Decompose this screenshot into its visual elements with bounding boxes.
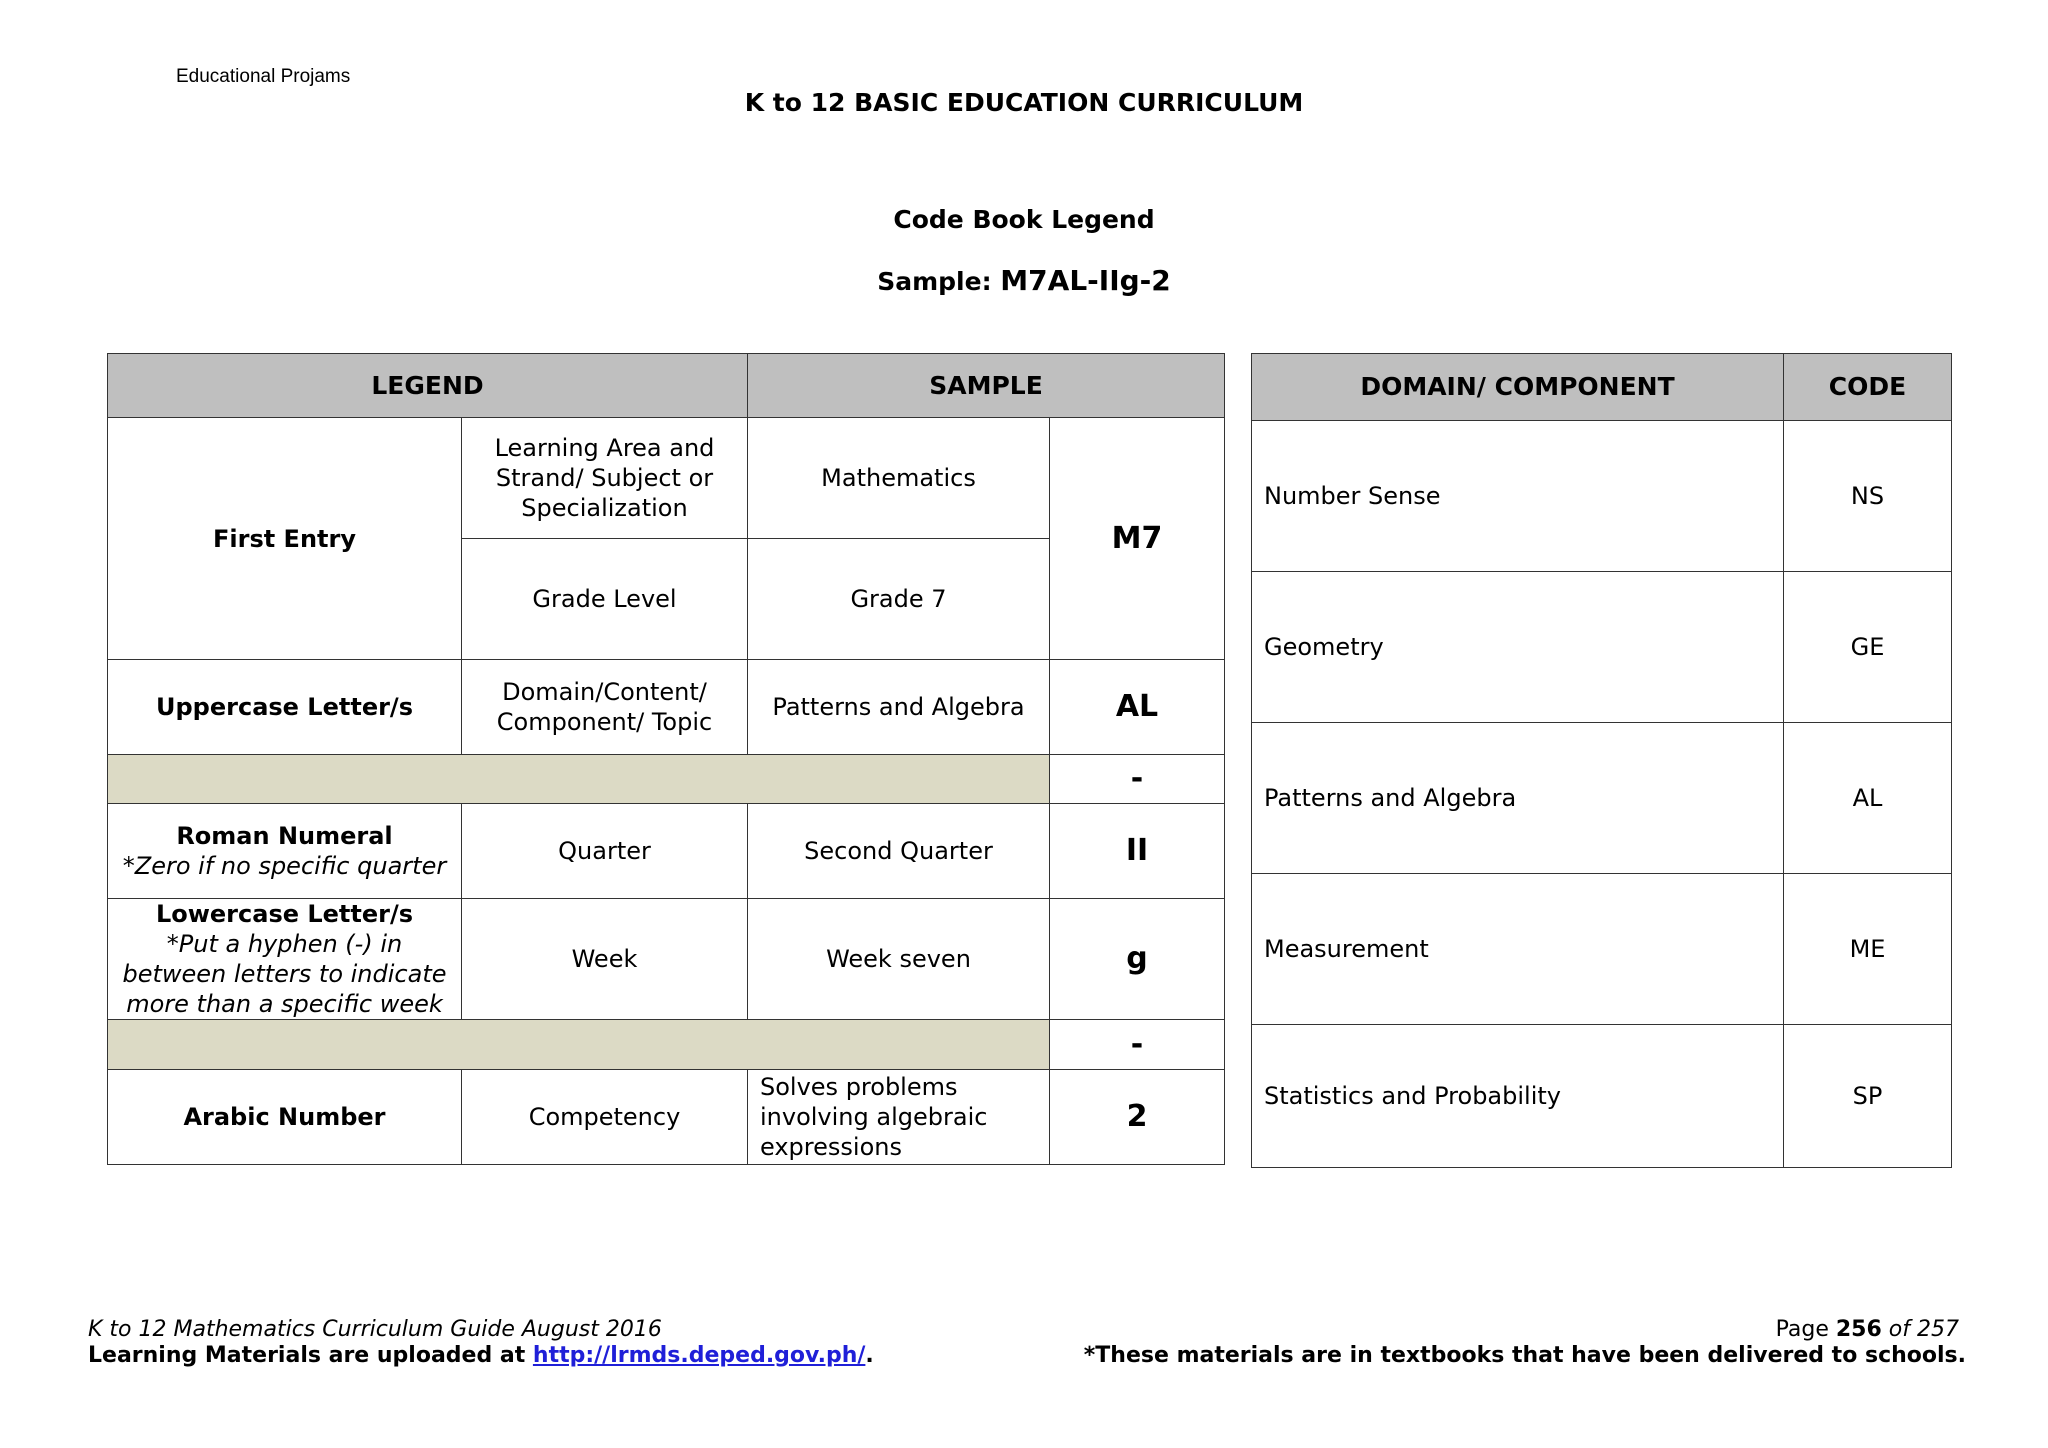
uppercase-desc: Domain/Content/ Component/ Topic: [462, 660, 748, 755]
sample-line: [0, 264, 2048, 297]
roman-numeral-note: *Zero if no specific quarter: [122, 852, 447, 880]
learning-area-sample: Mathematics: [748, 418, 1050, 539]
lrmds-link[interactable]: http://lrmds.deped.gov.ph/: [532, 1343, 866, 1368]
page-label: Page: [1775, 1317, 1836, 1342]
uppercase-code: AL: [1050, 660, 1225, 755]
filler-row: [108, 1020, 1050, 1070]
lowercase-note: *Put a hyphen (-) in between letters to indicate more than a specific week: [122, 930, 447, 1018]
page-total: of 257: [1881, 1317, 1959, 1342]
arabic-number-label: Arabic Number: [108, 1070, 462, 1165]
domain-code: NS: [1784, 421, 1952, 572]
domain-name: Geometry: [1252, 572, 1784, 723]
domain-code: GE: [1784, 572, 1952, 723]
uppercase-label: Uppercase Letter/s: [108, 660, 462, 755]
domain-table: [1251, 353, 1952, 1168]
upload-text: Learning Materials are uploaded at: [88, 1343, 533, 1368]
grade-level-sample: Grade 7: [748, 539, 1050, 660]
arabic-number-code: 2: [1050, 1070, 1225, 1165]
learning-area-desc: Learning Area and Strand/ Subject or Specialization: [462, 418, 748, 539]
competency-sample: Solves problems involving algebraic expressions: [748, 1070, 1050, 1165]
domain-name: Patterns and Algebra: [1252, 723, 1784, 874]
sample-code: M7AL-IIg-2: [1000, 264, 1171, 297]
first-entry-code: M7: [1050, 418, 1225, 660]
roman-numeral-cell: [108, 804, 462, 899]
document-title: K to 12 BASIC EDUCATION CURRICULUM: [744, 88, 1304, 117]
domain-name: Measurement: [1252, 874, 1784, 1025]
domain-name: Statistics and Probability: [1252, 1025, 1784, 1168]
page-number: 256: [1835, 1317, 1882, 1342]
quarter-desc: Quarter: [462, 804, 748, 899]
quarter-sample: Second Quarter: [748, 804, 1050, 899]
upload-end: .: [865, 1343, 874, 1368]
sample-label: Sample:: [877, 267, 992, 296]
upload-footer: [88, 1343, 874, 1368]
lowercase-code: g: [1050, 899, 1225, 1020]
roman-numeral-label: Roman Numeral: [176, 822, 393, 850]
domain-code: SP: [1784, 1025, 1952, 1168]
watermark-text: Educational Projams: [176, 66, 351, 87]
domain-code: ME: [1784, 874, 1952, 1025]
legend-table: [107, 353, 1225, 1165]
week-sample: Week seven: [748, 899, 1050, 1020]
legend-header: LEGEND: [108, 354, 748, 418]
lowercase-label: Lowercase Letter/s: [155, 900, 414, 928]
domain-code: AL: [1784, 723, 1952, 874]
hyphen-code-1: -: [1050, 755, 1225, 804]
grade-level-desc: Grade Level: [462, 539, 748, 660]
domain-header: DOMAIN/ COMPONENT: [1252, 354, 1784, 421]
page-number-footer: [1776, 1317, 1959, 1342]
lowercase-cell: [108, 899, 462, 1020]
first-entry-label: First Entry: [108, 418, 462, 660]
sample-header: SAMPLE: [748, 354, 1225, 418]
week-desc: Week: [462, 899, 748, 1020]
code-header: CODE: [1784, 354, 1952, 421]
roman-numeral-code: II: [1050, 804, 1225, 899]
domain-name: Number Sense: [1252, 421, 1784, 572]
filler-row: [108, 755, 1050, 804]
uppercase-sample: Patterns and Algebra: [748, 660, 1050, 755]
textbook-note: *These materials are in textbooks that have been delivered to schools.: [1083, 1343, 1966, 1368]
code-book-legend-title: Code Book Legend: [893, 205, 1155, 234]
curriculum-guide-footer: K to 12 Mathematics Curriculum Guide August 2016: [88, 1317, 662, 1342]
hyphen-code-2: -: [1050, 1020, 1225, 1070]
competency-desc: Competency: [462, 1070, 748, 1165]
